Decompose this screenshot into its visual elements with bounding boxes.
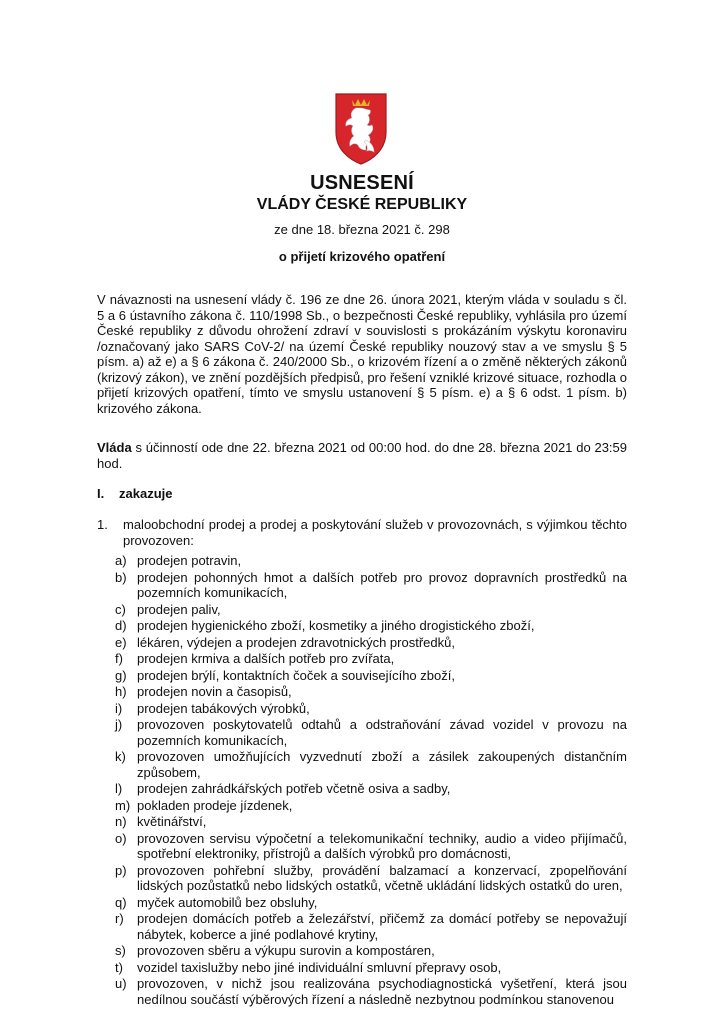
list-letter: l): [115, 781, 123, 796]
list-item: [97, 668, 627, 684]
section-number: I.: [97, 486, 105, 501]
list-letter: b): [115, 569, 127, 585]
list-text: lékáren, výdejen a prodejen zdravotnických prostředků,: [137, 634, 455, 650]
document-title: USNESENÍ: [310, 172, 414, 194]
list-letter: m): [115, 797, 131, 813]
list-text: provozoven, v nichž jsou realizována psychodiagnostická vyšetření, která jsou nedílnou součástí výběrových řízení a následně nezbytnou podmínkou stanovenou: [137, 976, 627, 1007]
list-text: pokladen prodeje jízdenek,: [137, 797, 293, 813]
list-text: myček automobilů bez obsluhy,: [137, 894, 318, 910]
validity-paragraph: [97, 440, 627, 471]
list-text: prodejen potravin,: [137, 553, 242, 568]
list-text: prodejen krmiva a dalších potřeb pro zvířata,: [137, 651, 395, 666]
czech-coat-of-arms-icon: [332, 90, 390, 166]
list-item: [97, 618, 627, 634]
validity-lead: Vláda: [97, 440, 132, 455]
list-item: [97, 911, 627, 942]
list-item: [97, 717, 627, 748]
list-letter: p): [115, 862, 127, 878]
list-letter: h): [115, 684, 127, 699]
list-letter: u): [115, 976, 127, 991]
list-item: [97, 831, 627, 862]
list-text: prodejen hygienického zboží, kosmetiky a jiného drogistického zboží,: [137, 618, 535, 633]
section-heading: [97, 486, 172, 501]
list-letter: d): [115, 618, 127, 633]
list-item: [97, 976, 627, 1007]
document-subtitle: VLÁDY ČESKÉ REPUBLIKY: [256, 196, 468, 213]
list-letter: e): [115, 634, 127, 650]
list-letter: t): [115, 959, 123, 975]
resolution-date-line: ze dne 18. března 2021 č. 298: [274, 222, 450, 237]
list-letter: i): [115, 700, 123, 716]
list-item: [97, 570, 627, 601]
list-item: [97, 684, 627, 700]
list-text: prodejen brýlí, kontaktních čoček a souvisejícího zboží,: [137, 667, 455, 683]
list-item: [97, 895, 627, 911]
list-item: [97, 635, 627, 651]
list-item: [97, 863, 627, 894]
list-item: [97, 781, 627, 797]
list-text: prodejen paliv,: [137, 601, 221, 617]
list-item-1: [97, 517, 627, 548]
list-letter: f): [115, 651, 123, 666]
list-letter: a): [115, 553, 127, 568]
list-item: [97, 553, 627, 569]
list-item: [97, 943, 627, 959]
resolution-subject: o přijetí krizového opatření: [278, 249, 446, 264]
exceptions-list: [97, 553, 627, 1008]
list-text: květinářství,: [137, 814, 207, 829]
list-text: prodejen pohonných hmot a dalších potřeb pro provoz dopravních prostředků na pozemních komunikacích,: [137, 569, 627, 600]
list-text: vozidel taxislužby nebo jiné individuální smluvní přepravy osob,: [137, 959, 502, 975]
list-letter: n): [115, 814, 127, 829]
list-text: provozoven poskytovatelů odtahů a odstraňování závad vozidel v provozu na pozemních komunikacích,: [137, 717, 627, 748]
list-item: [97, 701, 627, 717]
list-letter: g): [115, 667, 127, 683]
intro-paragraph: V návaznosti na usnesení vlády č. 196 ze dne 26. února 2021, kterým vláda v souladu s čl. 5 a 6 ústavního zákona č. 110/1998 Sb., o bezpečnosti České republiky, vyhlásila pro území České republiky z důvodu ohrožení zdraví v souvislosti s prokázáním výskytu koronaviru /označovaný jako SARS CoV-2/ na území České republiky nouzový stav a ve smyslu § 5 písm. a) až e) a § 6 zákona č. 240/2000 Sb., o krizovém řízení a o změně některých zákonů (krizový zákon), ve znění pozdějších předpisů, pro řešení vzniklé krizové situace, rozhodla o přijetí krizových opatření, tímto ve smyslu ustanovení § 5 písm. e) a § 6 odst. 1 písm. b) krizového zákona.: [97, 292, 627, 416]
list-item: [97, 602, 627, 618]
list-item: [97, 814, 627, 830]
list-text: provozoven sběru a výkupu surovin a kompostáren,: [137, 943, 435, 958]
list-text: prodejen domácích potřeb a železářství, přičemž za domácí potřeby se nepovažují nábytek, koberce a jiné podlahové krytiny,: [137, 911, 627, 942]
list-text: prodejen tabákových výrobků,: [137, 700, 310, 716]
list-item-text: maloobchodní prodej a prodej a poskytování služeb v provozovnách, s výjimkou těchto provozoven:: [123, 517, 627, 548]
list-text: provozoven umožňujících vyzvednutí zboží a zásilek zakoupených distančním způsobem,: [137, 749, 627, 780]
list-text: provozoven servisu výpočetní a telekomunikační techniky, audio a video přijímačů, spotřební elektroniky, přístrojů a dalších výrobků pro domácnosti,: [137, 830, 627, 861]
list-text: provozoven pohřební služby, provádění balzamací a konzervací, zpopelňování lidských pozůstatků nebo lidských ostatků, včetně ukládání lidských ostatků do uren,: [137, 862, 627, 893]
list-letter: o): [115, 830, 127, 846]
list-letter: s): [115, 943, 126, 958]
list-text: prodejen zahrádkářských potřeb včetně osiva a sadby,: [137, 781, 451, 796]
list-item-number: 1.: [97, 517, 108, 532]
list-item: [97, 798, 627, 814]
list-letter: c): [115, 601, 126, 617]
list-text: prodejen novin a časopisů,: [137, 684, 292, 699]
list-item: [97, 749, 627, 780]
list-item: [97, 651, 627, 667]
list-letter: j): [115, 717, 123, 732]
list-letter: r): [115, 911, 124, 926]
section-title: zakazuje: [119, 486, 173, 501]
list-letter: q): [115, 894, 127, 910]
validity-text: s účinností ode dne 22. března 2021 od 00:00 hod. do dne 28. března 2021 do 23:59 hod.: [97, 440, 627, 471]
list-item: [97, 960, 627, 976]
list-letter: k): [115, 749, 126, 764]
